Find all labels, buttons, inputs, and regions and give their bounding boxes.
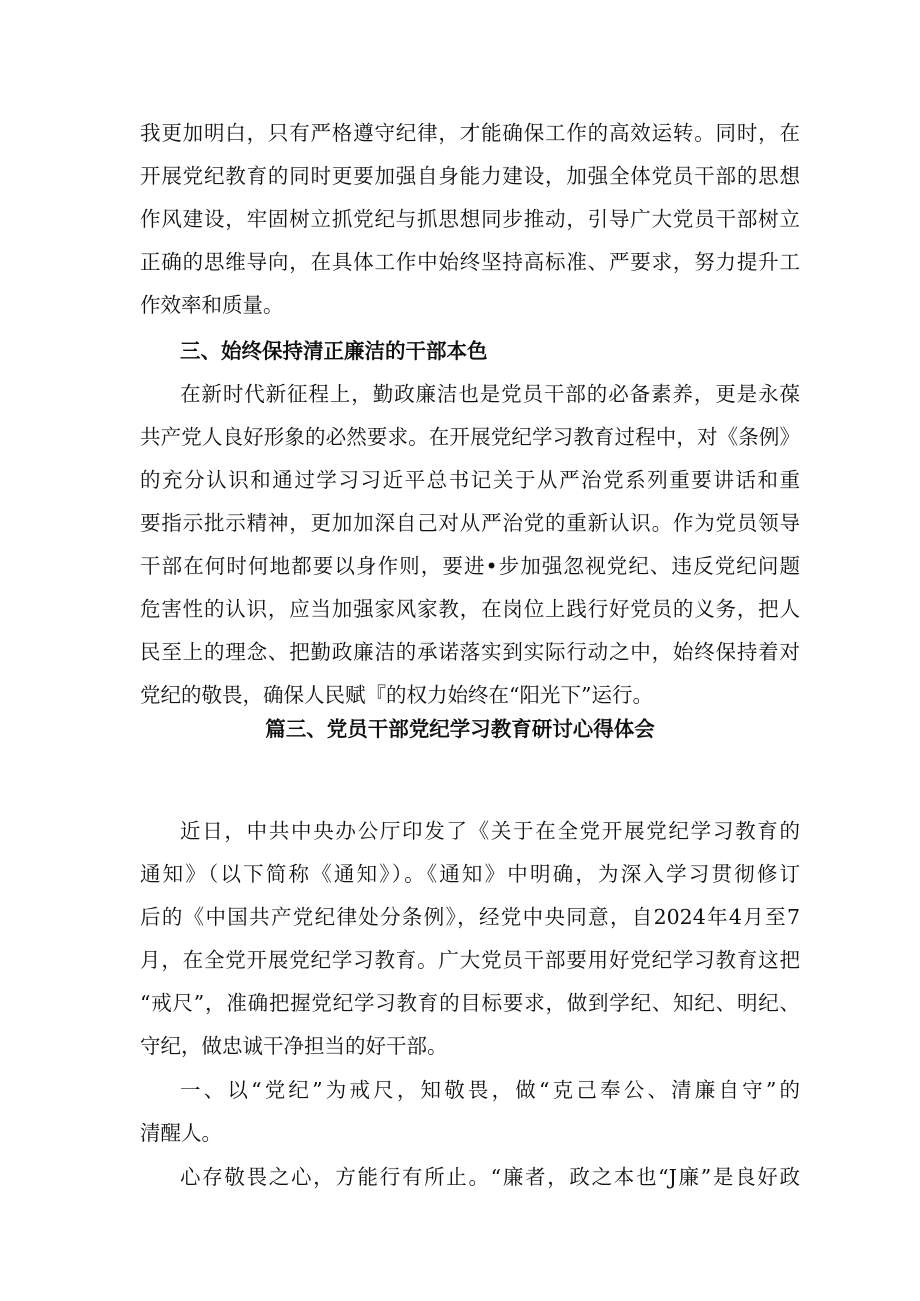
- subheading-line: 清醒人。: [140, 1121, 222, 1145]
- paragraph-line: “戒尺”，准确把握党纪学习教育的目标要求，做到学纪、知纪、明纪、: [140, 991, 800, 1015]
- paragraph-line: 共产党人良好形象的必然要求。在开展党纪学习教育过程中，对《条例》: [140, 425, 800, 449]
- paragraph-line: 在新时代新征程上，勤政廉洁也是党员干部的必备素养，更是永葆: [180, 382, 800, 406]
- paragraph-line: 我更加明白，只有严格遵守纪律，才能确保工作的高效运转。同时，在: [140, 121, 800, 145]
- paragraph-line: 作效率和质量。: [140, 293, 284, 317]
- paragraph-line: 后的《中国共产党纪律处分条例》，经党中央同意，自2024年4月至7: [140, 905, 800, 929]
- subheading-line: 一、以“党纪”为戒尺，知敬畏，做“克己奉公、清廉自守”的: [180, 1078, 800, 1102]
- paragraph-line: 民至上的理念、把勤政廉洁的承诺落实到实际行动之中，始终保持着对: [140, 640, 800, 664]
- article-title: 篇三、党员干部党纪学习教育研讨心得体会: [265, 717, 655, 741]
- paragraph-line: 开展党纪教育的同时更要加强自身能力建设，加强全体党员干部的思想: [140, 164, 800, 188]
- paragraph-line: 正确的思维导向，在具体工作中始终坚持高标准、严要求，努力提升工: [140, 250, 800, 274]
- paragraph-line: 危害性的认识，应当加强家风家教，在岗位上践行好党员的义务，把人: [140, 597, 800, 621]
- paragraph-line: 干部在何时何地都要以身作则，要进•步加强忽视党纪、违反党纪问题: [140, 554, 800, 578]
- paragraph-line: 守纪，做忠诚干净担当的好干部。: [140, 1034, 448, 1058]
- paragraph-line: 月，在全党开展党纪学习教育。广大党员干部要用好党纪学习教育这把: [140, 948, 800, 972]
- paragraph-line: 要指示批示精神，更加加深自己对从严治党的重新认识。作为党员领导: [140, 511, 800, 535]
- paragraph-line: 心存敬畏之心，方能行有所止。“廉者，政之本也“J廉”是良好政: [180, 1165, 800, 1189]
- paragraph-line: 近日，中共中央办公厅印发了《关于在全党开展党纪学习教育的: [180, 819, 800, 843]
- paragraph-line: 作风建设，牢固树立抓党纪与抓思想同步推动，引导广大党员干部树立: [140, 207, 800, 231]
- paragraph-line: 的充分认识和通过学习习近平总书记关于从严治党系列重要讲话和重: [140, 468, 800, 492]
- paragraph-line: 党纪的敬畏，确保人民赋『的权力始终在“阳光下”运行。: [140, 683, 653, 707]
- paragraph-line: 通知》（以下简称《通知》）。《通知》中明确，为深入学习贯彻修订: [140, 862, 800, 886]
- section-heading: 三、始终保持清正廉洁的干部本色: [180, 339, 488, 363]
